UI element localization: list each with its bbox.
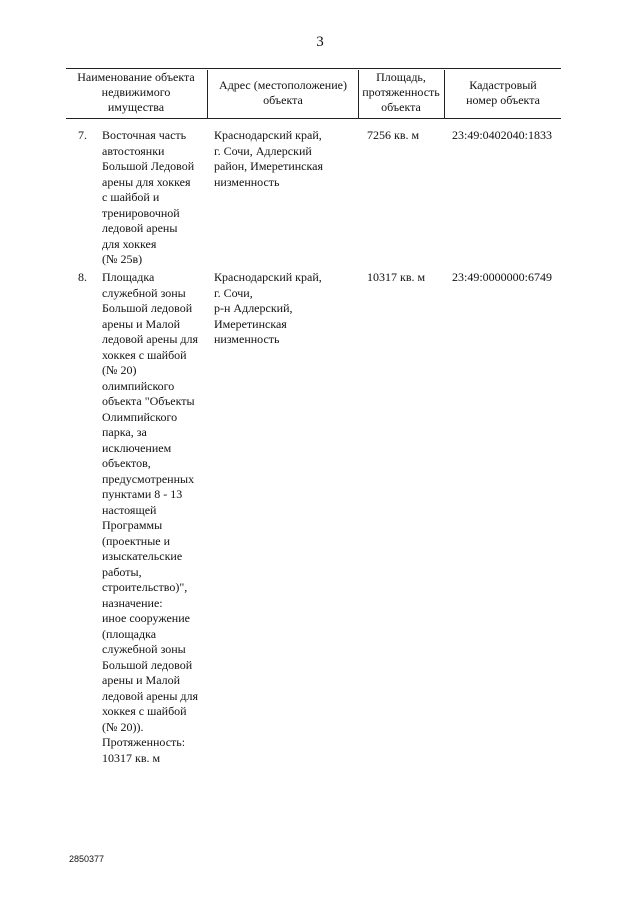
- object-address: Краснодарский край, г. Сочи, р-н Адлерский, Имеретинская низменность: [214, 270, 322, 346]
- table-top-rule: [66, 68, 561, 69]
- header-cadastral: Кадастровый номер объекта: [466, 78, 540, 107]
- object-address: Краснодарский край, г. Сочи, Адлерский район, Имеретинская низменность: [214, 128, 323, 189]
- object-name: Восточная часть автостоянки Большой Ледовой арены для хоккея с шайбой и тренировочной ледовой арены для хоккея (№ 25в): [102, 128, 195, 266]
- document-code: 2850377: [69, 854, 105, 864]
- page-number: 3: [316, 34, 324, 50]
- row-number: 8.: [78, 270, 87, 284]
- object-area: 7256 кв. м: [367, 128, 420, 142]
- header-address: Адрес (местоположение) объекта: [219, 78, 347, 107]
- cadastral-number: 23:49:0402040:1833: [452, 128, 553, 142]
- table-header-bottom-rule: [66, 118, 561, 119]
- object-name: Площадка служебной зоны Большой ледовой арены и Малой ледовой арены для хоккея с шайбой (№ 20) олимпийского объекта "Объекты Олимпийского парка, за исключением объектов, предусмотренных пунктами 8 - 13 настоящей Программы (проектные и изыскательские работы, строительство)", назначение: иное сооружение (площадка служебной зоны Большой ледовой арены и Малой ледовой арены для хоккея с шайбой (№ 20)). Протяженность: 10317 кв. м: [102, 270, 199, 765]
- header-area: Площадь, протяженность объекта: [362, 70, 440, 114]
- cadastral-number: 23:49:0000000:6749: [452, 270, 553, 284]
- object-area: 10317 кв. м: [367, 270, 426, 284]
- row-number: 7.: [78, 128, 87, 142]
- header-name: Наименование объекта недвижимого имущества: [77, 70, 195, 114]
- table-header: [66, 70, 561, 118]
